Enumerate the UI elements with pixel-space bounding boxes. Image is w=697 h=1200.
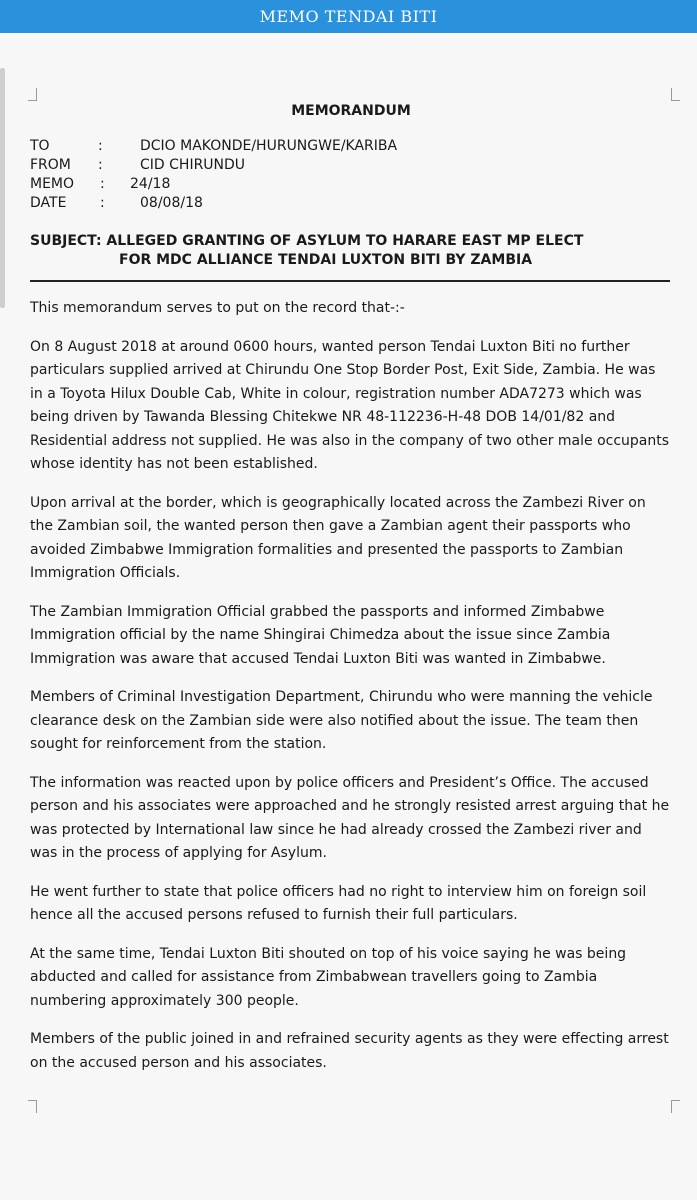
header-value: 24/18 — [130, 176, 171, 192]
crop-mark-top-left — [28, 88, 37, 101]
subject-divider — [30, 280, 670, 282]
memo-header-fields — [30, 137, 670, 213]
memo-heading: MEMORANDUM — [291, 103, 411, 119]
document-title: MEMO TENDAI BITI — [259, 7, 438, 26]
scroll-indicator[interactable] — [0, 68, 5, 308]
header-key: MEMO — [30, 176, 75, 192]
paragraph: The information was reacted upon by police officers and President’s Office. The accused person and his associates were approached and he strongly resisted arrest arguing that he was protected by International law since he had already crossed the Zambezi river and was in the process of applying for Asylum. — [30, 774, 670, 861]
header-colon: : — [98, 138, 103, 154]
header-value: 08/08/18 — [140, 195, 203, 211]
crop-mark-bottom-left — [28, 1100, 37, 1113]
crop-mark-top-right — [671, 88, 680, 101]
header-row-from — [30, 156, 670, 175]
header-colon: : — [100, 195, 105, 211]
subject-line-2: FOR MDC ALLIANCE TENDAI LUXTON BITI BY ZAMBIA — [119, 252, 533, 268]
paragraph: Members of the public joined in and refrained security agents as they were effecting arrest on the accused person and his associates. — [30, 1031, 669, 1071]
paragraph: He went further to state that police officers had no right to interview him on foreign soil hence all the accused persons refused to furnish their full particulars. — [30, 883, 647, 923]
header-key: TO — [30, 138, 50, 154]
header-value: DCIO MAKONDE/HURUNGWE/KARIBA — [140, 138, 398, 154]
paragraph: The Zambian Immigration Official grabbed the passports and informed Zimbabwe Immigration official by the name Shingirai Chimedza about the issue since Zambia Immigration was aware that accused Tendai Luxton Biti was wanted in Zimbabwe. — [30, 603, 611, 667]
header-value: CID CHIRUNDU — [140, 157, 246, 173]
memo-body — [30, 103, 670, 1075]
header-key: DATE — [30, 195, 67, 211]
header-row-to — [30, 137, 670, 156]
paragraph: On 8 August 2018 at around 0600 hours, wanted person Tendai Luxton Biti no further particulars supplied arrived at Chirundu One Stop Border Post, Exit Side, Zambia. He was in a Toyota Hilux Double Cab, White in colour, registration number ADA7273 which was being driven by Tawanda Blessing Chitekwe NR 48-112236-H-48 DOB 14/01/82 and Residential address not supplied. He was also in the company of two other male occupants whose identity has not been established. — [30, 338, 670, 472]
header-colon: : — [98, 157, 103, 173]
memo-subject — [30, 232, 670, 270]
header-colon: : — [100, 176, 105, 192]
document-title-bar — [0, 0, 697, 33]
paragraph: Members of Criminal Investigation Department, Chirundu who were manning the vehicle clearance desk on the Zambian side were also notified about the issue. The team then sought for reinforcement from the station. — [30, 689, 653, 752]
paragraph: At the same time, Tendai Luxton Biti shouted on top of his voice saying he was being abducted and called for assistance from Zimbabwean travellers going to Zambia numbering approximately 300 people. — [30, 945, 627, 1009]
header-row-date — [30, 194, 670, 213]
header-key: FROM — [30, 157, 71, 173]
paragraph: This memorandum serves to put on the record that-:- — [30, 300, 405, 316]
subject-line-1: SUBJECT: ALLEGED GRANTING OF ASYLUM TO HARARE EAST MP ELECT — [30, 233, 584, 249]
header-row-memo — [30, 175, 670, 194]
paragraph: Upon arrival at the border, which is geographically located across the Zambezi River on the Zambian soil, the wanted person then gave a Zambian agent their passports who avoided Zimbabwe Immigration formalities and presented the passports to Zambian Immigration Officials. — [30, 494, 646, 581]
crop-mark-bottom-right — [671, 1100, 680, 1113]
